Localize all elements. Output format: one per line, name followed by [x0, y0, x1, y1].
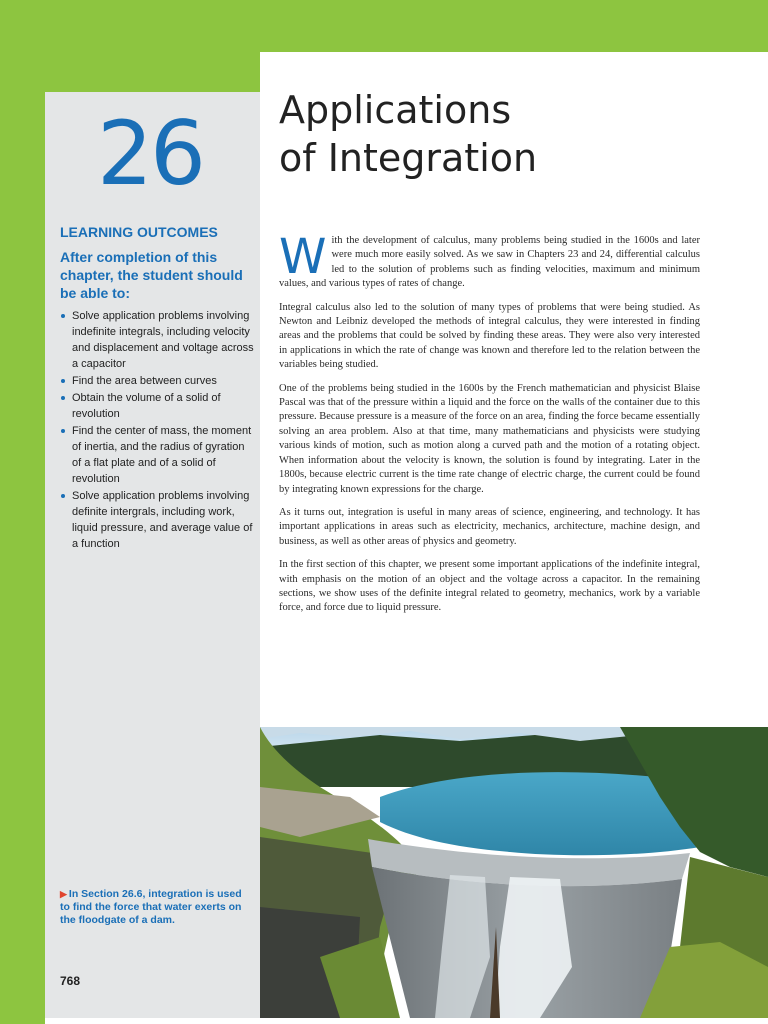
- triangle-marker-icon: ▶: [60, 889, 67, 899]
- top-green-band: [0, 0, 768, 52]
- chapter-title-line1: Applications: [279, 88, 512, 132]
- chapter-number: 26: [97, 102, 203, 205]
- outcome-item: Solve application problems involving definite intergrals, including work, liquid pressure, and average value of a function: [60, 488, 255, 552]
- outcome-item: Obtain the volume of a solid of revolution: [60, 390, 255, 422]
- left-green-edge: [0, 52, 45, 1024]
- intro-paragraph: One of the problems being studied in the 1600s by the French mathematician and physicist Blaise Pascal was that of the pressure within a liquid and the force on the walls of the container due to this pressure. Because pressure is a measure of the force on an area, finding the force became essentially solving an area problem. Also at that time, many mathematicians and physicists were studying various kinds of motion, such as motion along a curved path and the motion of a rotating object. When information about the velocity is known, the solution is found by integrating. Later in the 1800s, because electric current is the time rate change of electric charge, the current could be found by integrating known expressions for the charge.: [279, 382, 700, 495]
- chapter-title-line2: of Integration: [279, 136, 538, 180]
- intro-paragraph: [279, 229, 700, 292]
- drop-cap: W: [279, 229, 327, 285]
- intro-paragraph-text: ith the development of calculus, many problems being studied in the 1600s and later were much more easily solved. As we saw in Chapters 23 and 24, differential calculus led to the solution of problems such as finding velocities, maximum and minimum values, and various types of rates of change.: [279, 235, 700, 290]
- chapter-sidebar: [45, 92, 260, 1018]
- intro-paragraph: As it turns out, integration is useful in many areas of science, engineering, and technology. It has important applications in areas such as electricity, mechanics, architecture, machine design, and business, as well as other areas of physics and geometry.: [279, 506, 700, 547]
- learning-outcomes-list: [60, 308, 255, 553]
- dam-photo: [260, 727, 768, 1018]
- dam-photo-illustration: [260, 727, 768, 1018]
- callout-text: In Section 26.6, integration is used to find the force that water exerts on the floodgate of a dam.: [60, 888, 242, 926]
- outcome-item: Find the area between curves: [60, 373, 255, 389]
- page-number: 768: [60, 974, 81, 988]
- chapter-intro-text: [279, 229, 700, 625]
- chapter-title: [279, 86, 739, 182]
- outcome-item: Solve application problems involving indefinite integrals, including velocity and displacement and voltage across a capacitor: [60, 308, 255, 372]
- intro-paragraph: Integral calculus also led to the solution of many types of problems that were being studied. As Newton and Leibniz developed the methods of integral calculus, they were interested in finding areas and the problems that could be solved by finding these areas. They were also very interested in applications in which the rate of change was known and therefore led to the relation between the variables being studied.: [279, 301, 700, 371]
- outcome-item: Find the center of mass, the moment of inertia, and the radius of gyration of a flat plate and of a solid of revolution: [60, 423, 255, 487]
- intro-paragraph: In the first section of this chapter, we present some important applications of the indefinite integral, with emphasis on the motion of an object and the voltage across a capacitor. In the remaining sections, we show uses of the definite integral related to geometry, mechanics, work by a variable force, and force due to liquid pressure.: [279, 559, 700, 614]
- dam-callout: [60, 888, 250, 927]
- learning-outcomes-subheading: After completion of this chapter, the student should be able to:: [60, 249, 243, 301]
- learning-outcomes-heading: LEARNING OUTCOMES: [60, 224, 218, 240]
